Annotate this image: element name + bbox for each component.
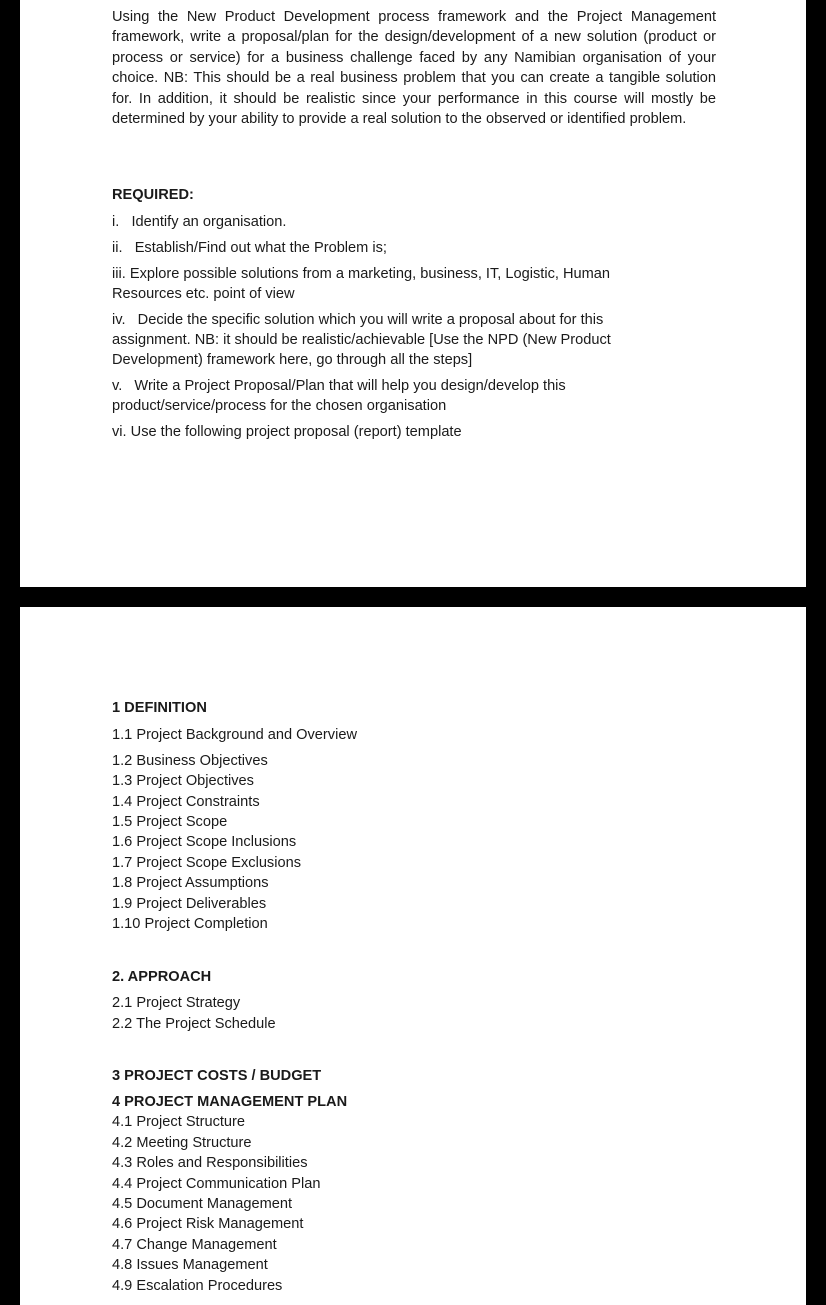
toc-item: 4.6 Project Risk Management — [112, 1216, 304, 1233]
toc-item: 1.10 Project Completion — [112, 916, 268, 933]
toc-item: 2.1 Project Strategy — [112, 995, 241, 1012]
definition-list — [112, 751, 357, 935]
toc-item: 4.7 Change Management — [112, 1236, 277, 1253]
toc-item: 4.1 Project Structure — [112, 1114, 246, 1131]
section-heading-approach: 2. APPROACH — [112, 969, 212, 985]
required-item: i. Identify an organisation. — [112, 214, 287, 230]
toc-item: 4.5 Document Management — [112, 1196, 293, 1213]
section-costs — [112, 1066, 321, 1086]
section-management — [112, 1092, 347, 1296]
section-heading-costs: 3 PROJECT COSTS / BUDGET — [112, 1068, 322, 1084]
toc-item: 1.8 Project Assumptions — [112, 875, 269, 892]
document-page-2 — [20, 607, 806, 1305]
required-list — [112, 212, 672, 448]
required-item: iii. Explore possible solutions from a marketing, business, IT, Logistic, Human Resources etc. point of view — [112, 265, 611, 302]
required-item: iv. Decide the specific solution which you will write a proposal about for this assignment. NB: it should be realistic/achievable [Use the NPD (New Product Development) framework here, go through all the steps] — [112, 311, 611, 369]
toc-item: 1.4 Project Constraints — [112, 793, 260, 810]
approach-list — [112, 993, 276, 1034]
section-approach — [112, 967, 276, 1034]
toc-item: 4.2 Meeting Structure — [112, 1134, 252, 1151]
toc-item: 4.4 Project Communication Plan — [112, 1175, 321, 1192]
toc-item: 1.9 Project Deliverables — [112, 895, 267, 912]
required-heading: REQUIRED: — [112, 187, 194, 203]
toc-item: 1.2 Business Objectives — [112, 752, 268, 769]
toc-item: 1.1 Project Background and Overview — [112, 727, 357, 744]
toc-item: 1.6 Project Scope Inclusions — [112, 834, 297, 851]
toc-item: 2.2 The Project Schedule — [112, 1015, 276, 1032]
section-heading-management: 4 PROJECT MANAGEMENT PLAN — [112, 1094, 348, 1110]
required-item: ii. Establish/Find out what the Problem is; — [112, 239, 387, 256]
toc-item: 1.7 Project Scope Exclusions — [112, 854, 302, 871]
toc-item: 1.3 Project Objectives — [112, 773, 254, 790]
toc-item: 4.9 Escalation Procedures — [112, 1277, 283, 1294]
required-item: vi. Use the following project proposal (report) template — [112, 424, 462, 441]
required-item: v. Write a Project Proposal/Plan that will help you design/develop this product/service/process for the chosen organisation — [112, 378, 566, 415]
assignment-intro-paragraph: Using the New Product Development process framework and the Project Management framework, write a proposal/plan for the design/development of a new solution (product or process or service) for a business challenge faced by any Namibian organisation of your choice. NB: This should be a real business problem that you can create a tangible solution for. In addition, it should be realistic since your performance in this course will mostly be determined by your ability to provide a real solution to the observed or identified problem. — [112, 9, 716, 128]
document-page-1 — [20, 0, 806, 587]
toc-item: 1.5 Project Scope — [112, 814, 228, 831]
toc-item: 4.3 Roles and Responsibilities — [112, 1155, 308, 1172]
toc-item: 4.8 Issues Management — [112, 1257, 268, 1274]
section-definition — [112, 698, 357, 934]
section-heading-definition: 1 DEFINITION — [112, 700, 207, 716]
management-list — [112, 1112, 347, 1296]
